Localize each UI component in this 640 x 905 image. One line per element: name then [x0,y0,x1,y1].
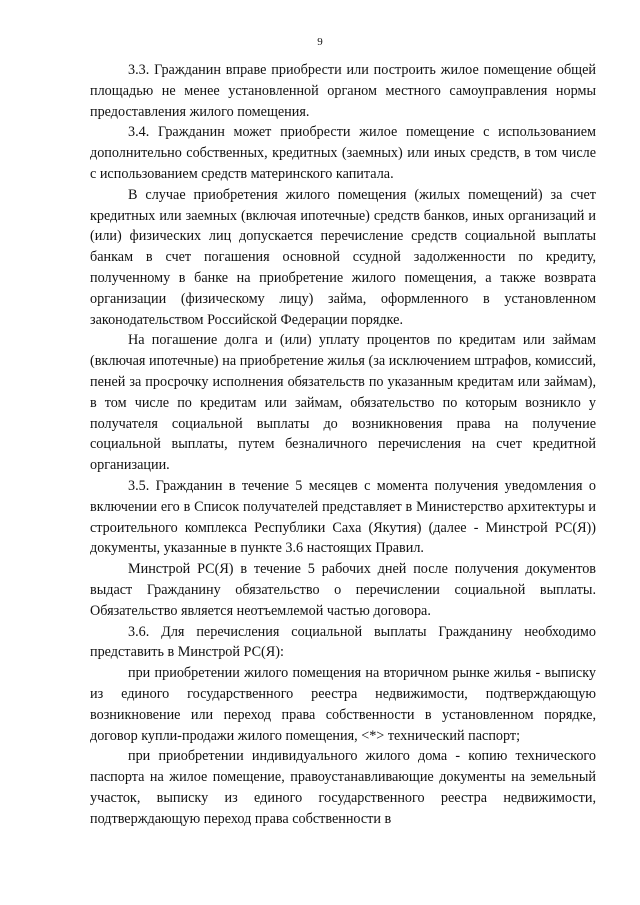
paragraph-individual-house: при приобретении индивидуального жилого дома - копию технического паспорта на жилое помещение, правоустанавливающие документы на земельный участок, выписку из единого государственного реестра недвижимости, подтверждающую переход права собственности в [90,748,596,827]
paragraph-3-4: 3.4. Гражданин может приобрести жилое помещение с использованием дополнительно собственных, кредитных (заемных) или иных средств, в том числе с использованием средств материнского капитала. [90,124,596,182]
paragraph-3-5: 3.5. Гражданин в течение 5 месяцев с момента получения уведомления о включении его в Список получателей представляет в Министерство архитектуры и строительного комплекса Республики Саха (Якутия) (далее - Минстрой РС(Я)) документы, указанные в пункте 3.6 настоящих Правил. [90,477,596,557]
paragraph-debt-repayment: На погашение долга и (или) уплату процентов по кредитам или займам (включая ипотечные) на приобретение жилья (за исключением штрафов, комиссий, пеней за просрочку исполнения обязательств по указанным кредитам или займам), в том числе по кредитам или займам, обязательство по которым возникло у получателя социальной выплаты до возникновения права на получение социальной выплаты, путем безналичного перечисления на счет кредитной организации. [90,332,596,474]
paragraph-secondary-market: при приобретении жилого помещения на вторичном рынке жилья - выписку из единого государственного реестра недвижимости, подтверждающую возникновение или переход права собственности в установленном порядке, договор купли-продажи жилого помещения, <*> технический паспорт; [90,665,596,744]
document-body [90,60,596,829]
page-number: 9 [317,36,323,48]
paragraph-credit-funds: В случае приобретения жилого помещения (жилых помещений) за счет кредитных или заемных (включая ипотечные) средств банков, иных организаций и (или) физических лиц допускается перечисление средств социальной выплаты банкам в счет погашения основной ссудной задолженности по кредиту, полученному в банке на приобретение жилого помещения, а также возврата организации (физическому лицу) займа, оформленного в установленном законодательством Российской Федерации порядке. [90,186,596,328]
paragraph-3-6: 3.6. Для перечисления социальной выплаты Гражданину необходимо представить в Минстрой РС(Я): [90,623,596,661]
paragraph-3-3: 3.3. Гражданин вправе приобрести или построить жилое помещение общей площадью не менее установленной органом местного самоуправления нормы предоставления жилого помещения. [90,62,596,120]
paragraph-minstroy-obligation: Минстрой РС(Я) в течение 5 рабочих дней после получения документов выдаст Гражданину обязательство о перечислении социальной выплаты. Обязательство является неотъемлемой частью договора. [90,561,596,619]
